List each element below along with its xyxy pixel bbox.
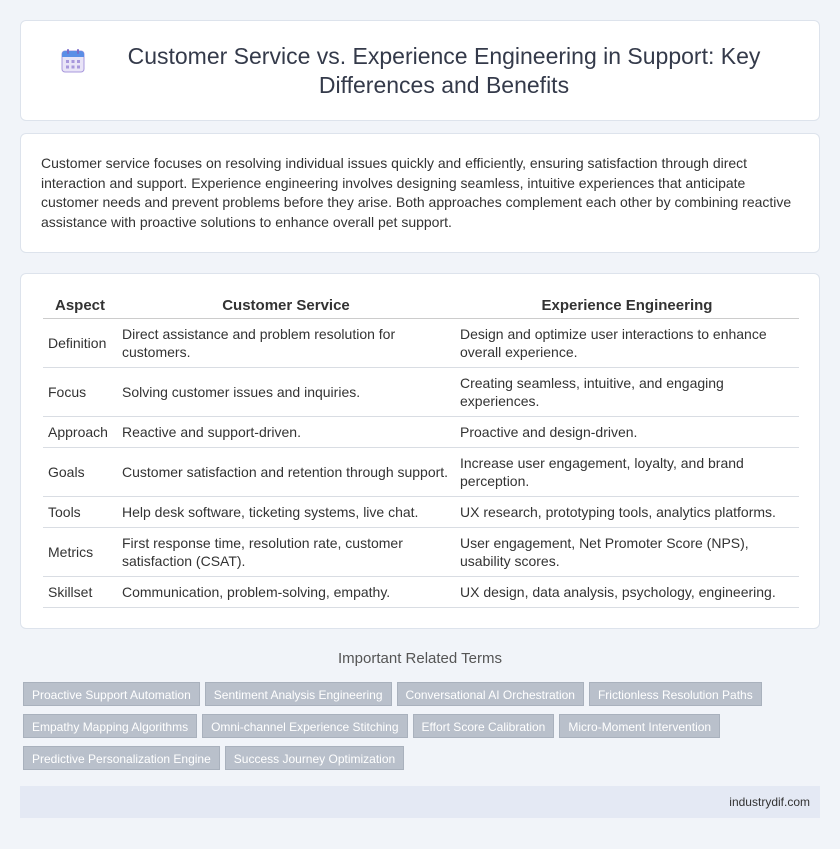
row-experience-engineering: Proactive and design-driven. <box>455 416 799 447</box>
row-experience-engineering: Design and optimize user interactions to enhance overall experience. <box>455 318 799 367</box>
related-term-tag[interactable]: Success Journey Optimization <box>225 746 404 770</box>
row-aspect: Definition <box>43 318 117 367</box>
related-terms-list <box>23 682 803 778</box>
calendar-icon <box>60 48 86 74</box>
row-experience-engineering: Creating seamless, intuitive, and engaging experiences. <box>455 367 799 416</box>
row-customer-service: Reactive and support-driven. <box>117 416 455 447</box>
related-terms-title: Important Related Terms <box>338 650 502 667</box>
related-term-tag[interactable]: Sentiment Analysis Engineering <box>205 682 392 706</box>
row-aspect: Tools <box>43 496 117 527</box>
comparison-table <box>43 296 799 608</box>
table-row <box>43 318 799 367</box>
related-term-tag[interactable]: Conversational AI Orchestration <box>397 682 584 706</box>
row-experience-engineering: UX design, data analysis, psychology, engineering. <box>455 576 799 607</box>
row-experience-engineering: UX research, prototyping tools, analytics platforms. <box>455 496 799 527</box>
header-aspect: Aspect <box>43 296 117 318</box>
table-row <box>43 576 799 607</box>
row-customer-service: Help desk software, ticketing systems, live chat. <box>117 496 455 527</box>
row-aspect: Approach <box>43 416 117 447</box>
related-term-tag[interactable]: Frictionless Resolution Paths <box>589 682 762 706</box>
related-term-tag[interactable]: Proactive Support Automation <box>23 682 200 706</box>
intro-text: Customer service focuses on resolving individual issues quickly and efficiently, ensuring satisfaction through direct interaction and support. Experience engineering involves designing seamless, intuitive experiences that anticipate customer needs and prevent problems before they arise. Both approaches complement each other by combining reactive assistance with proactive solutions to enhance overall pet support. <box>41 155 792 230</box>
related-term-tag[interactable]: Micro-Moment Intervention <box>559 714 720 738</box>
row-customer-service: Communication, problem-solving, empathy. <box>117 576 455 607</box>
row-experience-engineering: User engagement, Net Promoter Score (NPS), usability scores. <box>455 527 799 576</box>
related-term-tag[interactable]: Effort Score Calibration <box>413 714 555 738</box>
row-customer-service: Solving customer issues and inquiries. <box>117 367 455 416</box>
comparison-card <box>20 273 820 629</box>
related-term-tag[interactable]: Omni-channel Experience Stitching <box>202 714 407 738</box>
footer-site-link[interactable]: industrydif.com <box>729 795 810 809</box>
row-experience-engineering: Increase user engagement, loyalty, and brand perception. <box>455 447 799 496</box>
header-inner <box>60 42 780 100</box>
table-row <box>43 447 799 496</box>
header-card <box>20 20 820 121</box>
related-term-tag[interactable]: Empathy Mapping Algorithms <box>23 714 197 738</box>
table-row <box>43 416 799 447</box>
row-customer-service: Direct assistance and problem resolution for customers. <box>117 318 455 367</box>
footer <box>20 786 820 818</box>
table-row <box>43 527 799 576</box>
row-customer-service: First response time, resolution rate, customer satisfaction (CSAT). <box>117 527 455 576</box>
intro-card <box>20 133 820 253</box>
header-experience-engineering: Experience Engineering <box>455 296 799 318</box>
table-row <box>43 496 799 527</box>
row-customer-service: Customer satisfaction and retention through support. <box>117 447 455 496</box>
table-row <box>43 367 799 416</box>
page-title: Customer Service vs. Experience Engineering in Support: Key Differences and Benefits <box>127 42 761 98</box>
row-aspect: Focus <box>43 367 117 416</box>
row-aspect: Metrics <box>43 527 117 576</box>
header-customer-service: Customer Service <box>117 296 455 318</box>
related-term-tag[interactable]: Predictive Personalization Engine <box>23 746 220 770</box>
row-aspect: Goals <box>43 447 117 496</box>
table-header-row <box>43 296 799 318</box>
row-aspect: Skillset <box>43 576 117 607</box>
